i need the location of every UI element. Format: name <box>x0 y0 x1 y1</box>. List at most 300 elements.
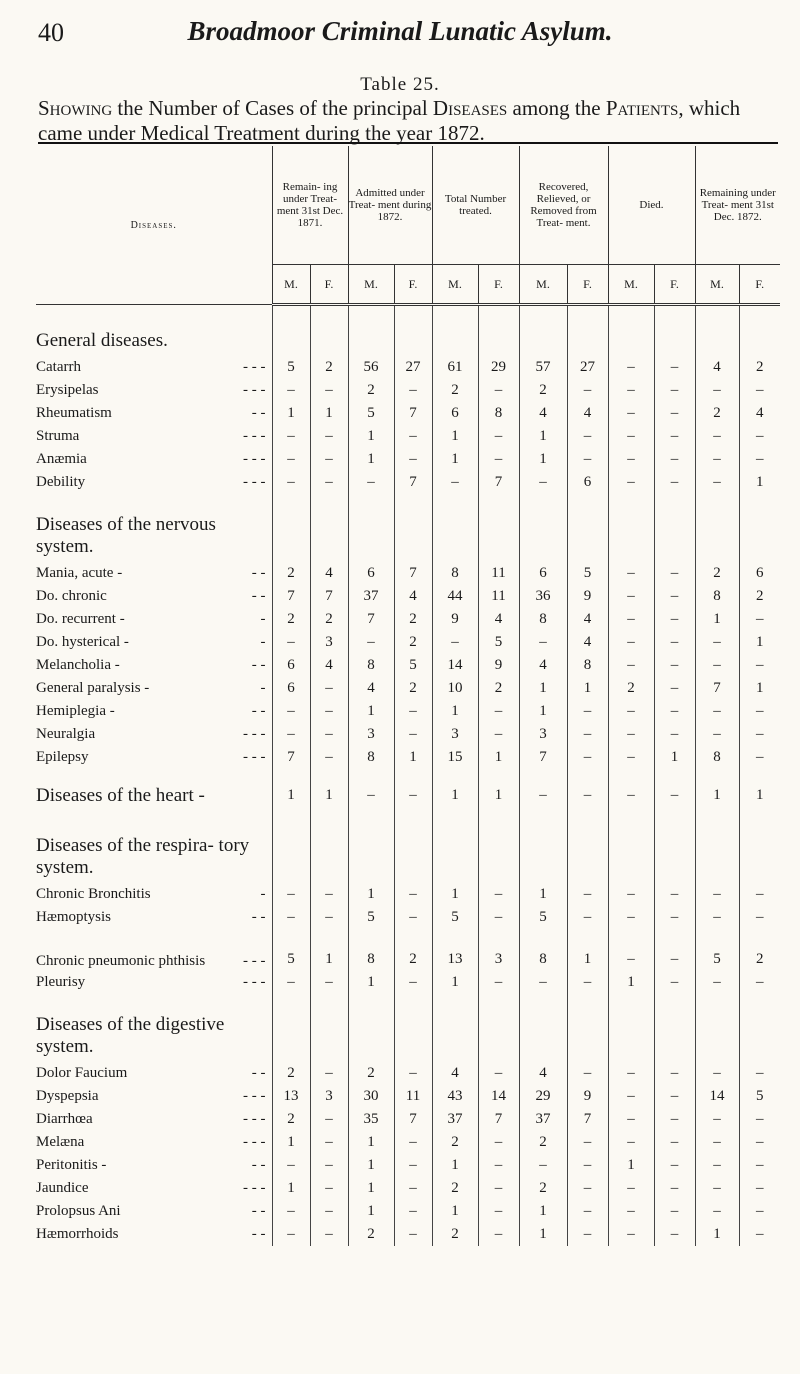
cell-value: – <box>272 1223 310 1246</box>
cell-value: – <box>478 448 519 471</box>
cell-value: 8 <box>348 929 394 971</box>
cell-value: 1 <box>272 775 310 815</box>
table-row <box>36 929 780 971</box>
leader-dashes: - - - <box>243 974 266 990</box>
cell-value: – <box>310 471 348 494</box>
table-row <box>36 562 780 585</box>
table-row <box>36 654 780 677</box>
sex-subheader: F. <box>739 265 780 305</box>
cell-value: – <box>432 471 478 494</box>
cell-value: – <box>310 971 348 994</box>
cell-value: – <box>654 929 695 971</box>
cell-value: 4 <box>695 356 739 379</box>
cell-value: – <box>654 1131 695 1154</box>
cell-value: – <box>478 379 519 402</box>
cell-value: 5 <box>567 562 608 585</box>
cell-value: 4 <box>567 608 608 631</box>
cell-value: 57 <box>519 356 567 379</box>
sex-subheader: F. <box>478 265 519 305</box>
cell-value: 2 <box>695 562 739 585</box>
disease-name: General paralysis - <box>36 680 150 696</box>
table-row <box>36 700 780 723</box>
disease-name: Hæmorrhoids <box>36 1226 119 1242</box>
cell-value: 2 <box>432 1177 478 1200</box>
group-header-total: Total Number treated. <box>432 146 519 265</box>
disease-name-cell <box>36 1131 272 1154</box>
cell-value: – <box>608 425 654 448</box>
cell-value: 1 <box>695 775 739 815</box>
table-top-rule <box>38 142 778 144</box>
cell-value: 6 <box>348 562 394 585</box>
cell-value: – <box>394 1200 432 1223</box>
cell-value: – <box>310 906 348 929</box>
table-row <box>36 1062 780 1085</box>
cell-value: 11 <box>478 562 519 585</box>
leader-dashes: - - - <box>243 749 266 765</box>
cell-value: 1 <box>739 471 780 494</box>
cell-value: – <box>478 1154 519 1177</box>
cell-value: – <box>695 1062 739 1085</box>
cell-value: 4 <box>519 654 567 677</box>
cell-value: 1 <box>310 775 348 815</box>
cell-value: – <box>608 562 654 585</box>
table-row <box>36 608 780 631</box>
leader-dashes: - - - <box>243 953 266 969</box>
cell-value: – <box>394 775 432 815</box>
disease-name: Do. chronic <box>36 588 107 604</box>
leader-dashes: - - - <box>243 726 266 742</box>
cell-value: 4 <box>519 1062 567 1085</box>
caption-patients: Patients <box>605 96 679 120</box>
cell-value: 9 <box>567 585 608 608</box>
sex-subheader: M. <box>519 265 567 305</box>
cell-value: – <box>695 654 739 677</box>
cell-value: – <box>739 1200 780 1223</box>
cell-value: – <box>478 1062 519 1085</box>
leader-dashes: - - - <box>243 474 266 490</box>
cell-value: – <box>654 448 695 471</box>
cell-value: 8 <box>695 746 739 769</box>
cell-value: 1 <box>695 1223 739 1246</box>
cell-value: 3 <box>432 723 478 746</box>
section-header-row <box>36 821 780 883</box>
cell-value: 1 <box>348 700 394 723</box>
cell-value: 15 <box>432 746 478 769</box>
table-row <box>36 1223 780 1246</box>
cell-value: – <box>608 1200 654 1223</box>
cell-value: 10 <box>432 677 478 700</box>
disease-name-cell <box>36 1062 272 1085</box>
cell-value: 1 <box>608 1154 654 1177</box>
cell-value: – <box>567 775 608 815</box>
cell-value: – <box>739 1154 780 1177</box>
cell-value: 8 <box>519 608 567 631</box>
cell-value: 5 <box>519 906 567 929</box>
caption-text-2: among the <box>512 96 601 120</box>
cell-value: 2 <box>608 677 654 700</box>
leader-dashes: - - - <box>243 359 266 375</box>
cell-value: 13 <box>432 929 478 971</box>
disease-name: Rheumatism <box>36 405 112 421</box>
cell-value: – <box>695 448 739 471</box>
cell-value: – <box>272 906 310 929</box>
cell-value: 7 <box>348 608 394 631</box>
cell-value: 44 <box>432 585 478 608</box>
cell-value: – <box>567 425 608 448</box>
table-row <box>36 379 780 402</box>
cell-value: – <box>608 631 654 654</box>
cell-value: 7 <box>478 471 519 494</box>
disease-name-cell <box>36 1154 272 1177</box>
cell-value: 2 <box>272 1108 310 1131</box>
leader-dashes: - - - <box>243 1180 266 1196</box>
cell-value: 1 <box>519 700 567 723</box>
cell-value: – <box>394 1062 432 1085</box>
cell-value: – <box>310 448 348 471</box>
cell-value: 2 <box>394 608 432 631</box>
cell-value: – <box>394 723 432 746</box>
cell-value: 37 <box>348 585 394 608</box>
cell-value: – <box>654 654 695 677</box>
disease-name-cell <box>36 402 272 425</box>
cell-value: – <box>654 356 695 379</box>
cell-value: – <box>478 1200 519 1223</box>
disease-name: Anæmia <box>36 451 87 467</box>
cell-value: 6 <box>432 402 478 425</box>
cell-value: – <box>567 1200 608 1223</box>
cell-value: 1 <box>478 746 519 769</box>
cell-value: 14 <box>432 654 478 677</box>
table-row <box>36 471 780 494</box>
cell-value: – <box>567 700 608 723</box>
cell-value: – <box>739 1223 780 1246</box>
leader-dashes: - - <box>251 588 266 604</box>
table-row <box>36 723 780 746</box>
cell-value: 1 <box>272 1177 310 1200</box>
cell-value: – <box>608 471 654 494</box>
cell-value: 8 <box>348 654 394 677</box>
group-header-died: Died. <box>608 146 695 265</box>
disease-name: Chronic Bronchitis <box>36 886 151 902</box>
cell-value: – <box>654 775 695 815</box>
cell-value: – <box>654 1177 695 1200</box>
cell-value: 6 <box>567 471 608 494</box>
cell-value: – <box>608 402 654 425</box>
cell-value: 2 <box>272 562 310 585</box>
cell-value: – <box>478 723 519 746</box>
cell-value: – <box>739 883 780 906</box>
cell-value: 5 <box>348 906 394 929</box>
disease-name-cell <box>36 654 272 677</box>
cell-value: – <box>695 1200 739 1223</box>
cell-value: – <box>348 775 394 815</box>
cell-value: 1 <box>519 425 567 448</box>
table-row <box>36 1200 780 1223</box>
cell-value: – <box>695 883 739 906</box>
cell-value: – <box>608 700 654 723</box>
section-title: Diseases of the nervous system. <box>36 514 216 557</box>
table-label: Table 25. <box>360 74 440 95</box>
cell-value: – <box>394 971 432 994</box>
leader-dashes: - - <box>251 1203 266 1219</box>
cell-value: 2 <box>394 929 432 971</box>
leader-dashes: - - - <box>243 382 266 398</box>
cell-value: – <box>608 654 654 677</box>
cell-value: 1 <box>432 1200 478 1223</box>
leader-dashes: - - - <box>243 1111 266 1127</box>
cell-value: – <box>478 425 519 448</box>
cell-value: 14 <box>478 1085 519 1108</box>
cell-value: – <box>695 425 739 448</box>
cell-value: – <box>567 723 608 746</box>
page-number: 40 <box>38 18 64 47</box>
cell-value: – <box>272 425 310 448</box>
cell-value: – <box>654 677 695 700</box>
cell-value: – <box>654 608 695 631</box>
leader-dashes: - - <box>251 1157 266 1173</box>
cell-value: 7 <box>695 677 739 700</box>
sex-subheader: M. <box>432 265 478 305</box>
cell-value: 4 <box>519 402 567 425</box>
cell-value: 1 <box>394 746 432 769</box>
cell-value: – <box>310 1062 348 1085</box>
cell-value: 8 <box>348 746 394 769</box>
cell-value: 2 <box>739 929 780 971</box>
leader-dashes: - <box>260 611 266 627</box>
disease-name: Dyspepsia <box>36 1088 99 1104</box>
disease-name: Melæna <box>36 1134 85 1150</box>
cell-value: – <box>695 700 739 723</box>
cell-value: 11 <box>478 585 519 608</box>
cell-value: 4 <box>478 608 519 631</box>
cell-value: 2 <box>348 1223 394 1246</box>
group-header-admitted: Admitted under Treat- ment during 1872. <box>348 146 432 265</box>
cell-value: – <box>654 631 695 654</box>
cell-value: 1 <box>567 677 608 700</box>
cell-value: – <box>654 425 695 448</box>
cell-value: 2 <box>272 1062 310 1085</box>
cell-value: 6 <box>739 562 780 585</box>
table-row <box>36 971 780 994</box>
cell-value: – <box>695 471 739 494</box>
cell-value: – <box>654 471 695 494</box>
cell-value: – <box>272 631 310 654</box>
disease-name-cell <box>36 562 272 585</box>
cell-value: 7 <box>394 1108 432 1131</box>
cell-value: – <box>654 1223 695 1246</box>
table-row <box>36 448 780 471</box>
table-row <box>36 775 780 815</box>
cell-value: – <box>739 971 780 994</box>
cell-value: – <box>567 883 608 906</box>
cell-value: 1 <box>348 883 394 906</box>
cell-value: 2 <box>348 1062 394 1085</box>
disease-name-cell <box>36 1085 272 1108</box>
cell-value: 5 <box>272 929 310 971</box>
cell-value: 1 <box>519 883 567 906</box>
cell-value: 1 <box>567 929 608 971</box>
cell-value: – <box>567 448 608 471</box>
cell-value: – <box>394 425 432 448</box>
cell-value: 7 <box>478 1108 519 1131</box>
cell-value: – <box>695 631 739 654</box>
cell-value: – <box>567 971 608 994</box>
cell-value: 7 <box>394 471 432 494</box>
cell-value: 1 <box>348 1177 394 1200</box>
cell-value: 2 <box>432 379 478 402</box>
cell-value: 4 <box>567 402 608 425</box>
cell-value: 1 <box>272 402 310 425</box>
cell-value: – <box>567 746 608 769</box>
table-row <box>36 1131 780 1154</box>
cell-value: 7 <box>394 562 432 585</box>
cell-value: 1 <box>478 775 519 815</box>
disease-name: Hæmoptysis <box>36 909 112 925</box>
section-title: General diseases. <box>36 330 168 351</box>
cell-value: – <box>608 1223 654 1246</box>
disease-name: Struma <box>36 428 80 444</box>
cell-value: – <box>310 1154 348 1177</box>
cell-value: 4 <box>567 631 608 654</box>
cell-value: – <box>739 700 780 723</box>
cell-value: – <box>310 425 348 448</box>
running-title: Broadmoor Criminal Lunatic Asylum. <box>187 16 613 46</box>
disease-name-cell <box>36 746 272 769</box>
table-row <box>36 585 780 608</box>
cell-value: – <box>608 585 654 608</box>
cell-value: – <box>654 1154 695 1177</box>
leader-dashes: - - <box>251 565 266 581</box>
cell-value: – <box>310 379 348 402</box>
leader-dashes: - <box>260 680 266 696</box>
table-caption <box>38 96 788 146</box>
section-title: Diseases of the heart - <box>36 784 205 806</box>
cell-value: – <box>310 723 348 746</box>
disease-name-cell <box>36 425 272 448</box>
cell-value: 61 <box>432 356 478 379</box>
cell-value: 1 <box>310 402 348 425</box>
cell-value: – <box>739 1177 780 1200</box>
cell-value: 7 <box>567 1108 608 1131</box>
cell-value: 5 <box>478 631 519 654</box>
diseases-column-header: Diseases. <box>36 146 272 305</box>
cell-value: – <box>272 700 310 723</box>
table-row <box>36 356 780 379</box>
cell-value: 9 <box>478 654 519 677</box>
disease-name: Neuralgia <box>36 726 96 742</box>
cell-value: 8 <box>567 654 608 677</box>
cell-value: 2 <box>394 677 432 700</box>
cell-value: – <box>608 356 654 379</box>
cell-value: – <box>310 746 348 769</box>
diseases-table <box>36 146 780 1246</box>
cell-value: 4 <box>348 677 394 700</box>
cell-value: 1 <box>519 1200 567 1223</box>
cell-value: – <box>310 1177 348 1200</box>
disease-name-cell <box>36 1177 272 1200</box>
cell-value: 27 <box>394 356 432 379</box>
cell-value: – <box>608 883 654 906</box>
cell-value: 27 <box>567 356 608 379</box>
sex-subheader: M. <box>348 265 394 305</box>
cell-value: – <box>608 775 654 815</box>
cell-value: – <box>394 883 432 906</box>
cell-value: – <box>519 471 567 494</box>
cell-value: – <box>739 448 780 471</box>
cell-value: – <box>567 1131 608 1154</box>
cell-value: – <box>654 906 695 929</box>
caption-text-1: the Number of Cases of the principal <box>117 96 428 120</box>
cell-value: – <box>608 1177 654 1200</box>
cell-value: – <box>608 906 654 929</box>
cell-value: 2 <box>695 402 739 425</box>
cell-value: – <box>394 1131 432 1154</box>
table-row <box>36 883 780 906</box>
cell-value: – <box>654 379 695 402</box>
cell-value: – <box>348 631 394 654</box>
cell-value: 1 <box>519 1223 567 1246</box>
disease-name: Dolor Faucium <box>36 1065 128 1081</box>
disease-name: Diarrhœa <box>36 1111 93 1127</box>
cell-value: – <box>310 1223 348 1246</box>
cell-value: 2 <box>310 356 348 379</box>
cell-value: – <box>432 631 478 654</box>
leader-dashes: - - <box>251 1226 266 1242</box>
cell-value: – <box>739 1062 780 1085</box>
section-title: Diseases of the digestive system. <box>36 1014 225 1057</box>
cell-value: – <box>394 448 432 471</box>
cell-value: 7 <box>519 746 567 769</box>
disease-name: Pleurisy <box>36 974 86 990</box>
disease-name-cell <box>36 608 272 631</box>
table-row <box>36 1177 780 1200</box>
cell-value: – <box>478 1177 519 1200</box>
cell-value: 6 <box>272 677 310 700</box>
leader-dashes: - - <box>251 657 266 673</box>
cell-value: – <box>739 1108 780 1131</box>
cell-value: 7 <box>272 585 310 608</box>
group-header-remaining-1871: Remain- ing under Treat- ment 31st Dec. 1871. <box>272 146 348 265</box>
cell-value: – <box>608 448 654 471</box>
cell-value: 56 <box>348 356 394 379</box>
sex-subheader: F. <box>567 265 608 305</box>
cell-value: 3 <box>310 631 348 654</box>
cell-value: 1 <box>348 1131 394 1154</box>
cell-value: 1 <box>654 746 695 769</box>
cell-value: 11 <box>394 1085 432 1108</box>
disease-name-cell <box>36 929 272 971</box>
cell-value: – <box>478 1131 519 1154</box>
cell-value: – <box>695 379 739 402</box>
caption-text-3: , which came under Medical Treatment during the year 1872. <box>38 96 741 145</box>
cell-value: – <box>394 906 432 929</box>
disease-name-cell <box>36 677 272 700</box>
cell-value: 1 <box>432 1154 478 1177</box>
cell-value: – <box>608 929 654 971</box>
cell-value: 5 <box>739 1085 780 1108</box>
disease-name: Do. hysterical - <box>36 634 129 650</box>
cell-value: – <box>567 1154 608 1177</box>
disease-name-cell <box>36 1223 272 1246</box>
cell-value: 1 <box>739 631 780 654</box>
leader-dashes: - - - <box>243 451 266 467</box>
cell-value: 8 <box>478 402 519 425</box>
cell-value: 1 <box>348 448 394 471</box>
cell-value: 9 <box>567 1085 608 1108</box>
sex-subheader: M. <box>695 265 739 305</box>
cell-value: – <box>654 1085 695 1108</box>
table-row <box>36 746 780 769</box>
